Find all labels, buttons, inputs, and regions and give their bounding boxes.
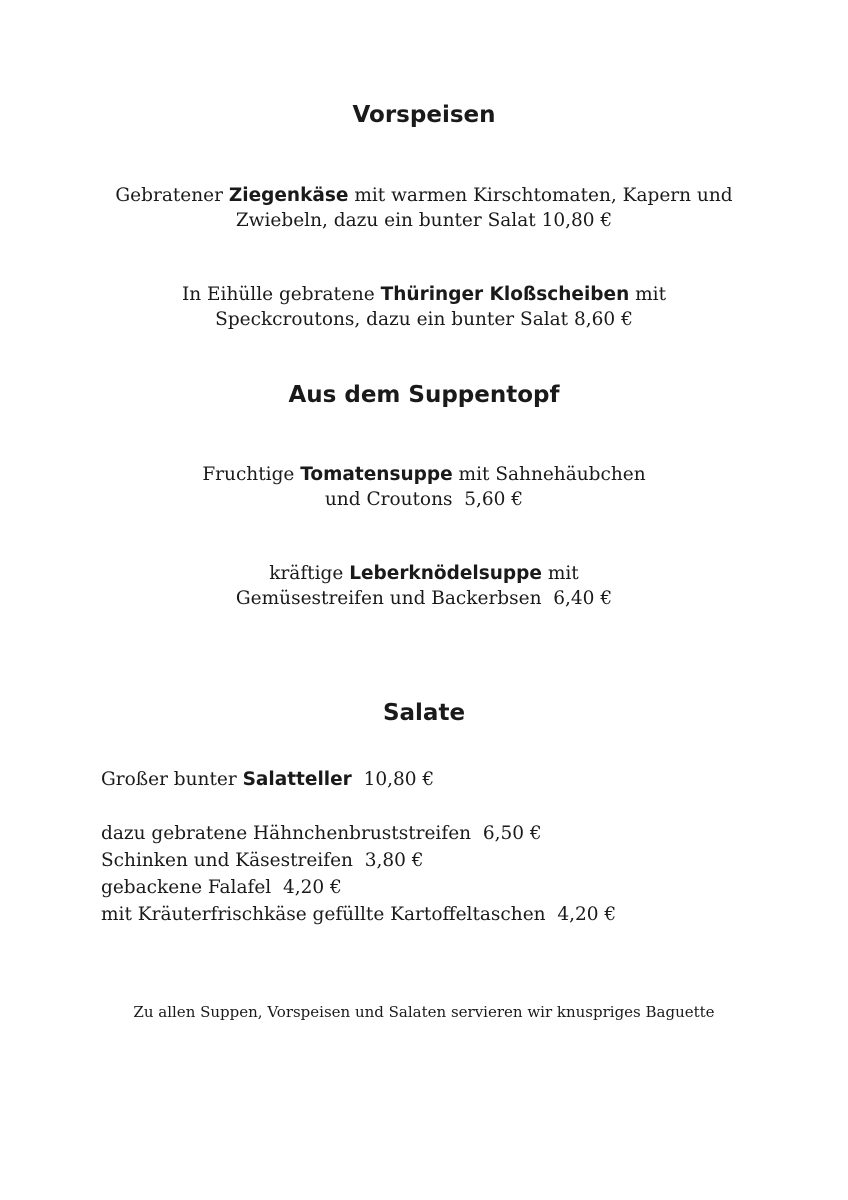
menu-item-line1: Gebratener Ziegenkäse mit warmen Kirschtomaten, Kapern und <box>115 185 733 206</box>
menu-item-line2: Speckcroutons, dazu ein bunter Salat 8,60 € <box>215 309 633 330</box>
menu-item-line2: Zwiebeln, dazu ein bunter Salat 10,80 € <box>235 210 613 231</box>
menu-item-klossscheiben <box>0 282 848 332</box>
menu-item-leberknoedelsuppe <box>0 561 848 611</box>
section-heading-vorspeisen: Vorspeisen <box>352 102 496 128</box>
menu-extra-schinken: Schinken und Käsestreifen 3,80 € <box>101 850 424 871</box>
menu-item-line1: kräftige Leberknödelsuppe mit <box>269 563 579 584</box>
menu-item-tomatensuppe <box>0 462 848 512</box>
menu-item-line2: und Croutons 5,60 € <box>324 489 524 510</box>
menu-item-line2: Gemüsestreifen und Backerbsen 6,40 € <box>235 588 613 609</box>
menu-item-ziegenkaese <box>0 183 848 233</box>
menu-extra-haehnchen: dazu gebratene Hähnchenbruststreifen 6,50 € <box>101 823 542 844</box>
menu-item-line1: In Eihülle gebratene Thüringer Kloßscheiben mit <box>181 284 667 305</box>
menu-extra-kartoffeltaschen: mit Kräuterfrischkäse gefüllte Kartoffeltaschen 4,20 € <box>101 904 617 925</box>
menu-extra-falafel: gebackene Falafel 4,20 € <box>101 877 342 898</box>
footer-note: Zu allen Suppen, Vorspeisen und Salaten servieren wir knuspriges Baguette <box>133 1003 715 1021</box>
section-heading-suppen: Aus dem Suppentopf <box>288 382 560 408</box>
menu-item-salatteller: Großer bunter Salatteller 10,80 € <box>101 769 435 790</box>
menu-item-line1: Fruchtige Tomatensuppe mit Sahnehäubchen <box>202 464 646 485</box>
section-heading-salate: Salate <box>382 700 466 726</box>
